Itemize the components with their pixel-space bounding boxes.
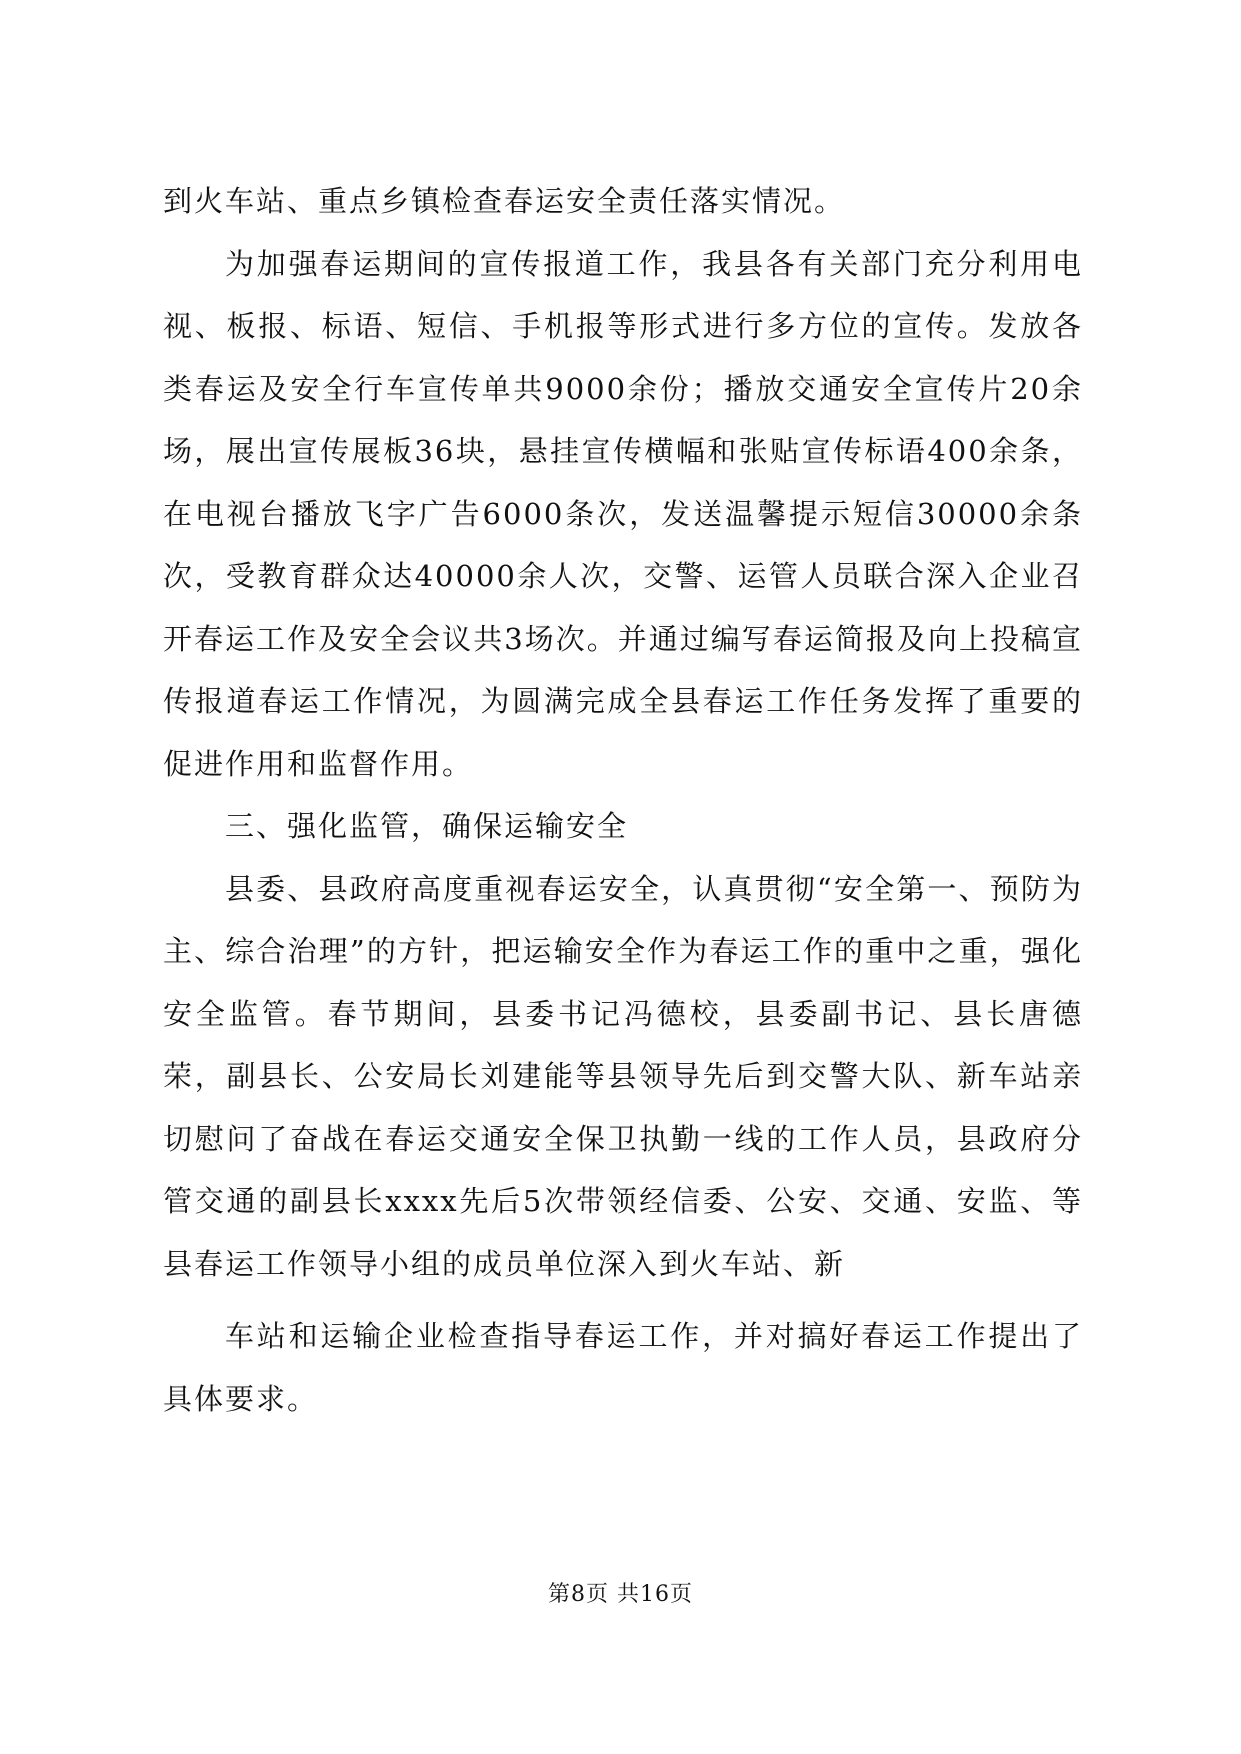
document-body [163, 170, 1083, 1430]
section-heading: 三、强化监管，确保运输安全 [225, 809, 629, 843]
paragraph-requirements: 车站和运输企业检查指导春运工作，并对搞好春运工作提出了具体要求。 [163, 1319, 1083, 1416]
paragraph-publicity: 为加强春运期间的宣传报道工作，我县各有关部门充分利用电视、板报、标语、短信、手机报等形式进行多方位的宣传。发放各类春运及安全行车宣传单共9000余份；播放交通安全宣传片20余场，展出宣传展板36块，悬挂宣传横幅和张贴宣传标语400余条，在电视台播放飞字广告6000条次，发送温馨提示短信30000余条次，受教育群众达40000余人次，交警、运管人员联合深入企业召开春运工作及安全会议共3场次。并通过编写春运简报及向上投稿宣传报道春运工作情况，为圆满完成全县春运工作任务发挥了重要的促进作用和监督作用。 [163, 246, 1083, 781]
paragraph-supervision: 县委、县政府高度重视春运安全，认真贯彻“安全第一、预防为主、综合治理”的方针，把运输安全作为春运工作的重中之重，强化安全监管。春节期间，县委书记冯德校，县委副书记、县长唐德荣，副县长、公安局长刘建能等县领导先后到交警大队、新车站亲切慰问了奋战在春运交通安全保卫执勤一线的工作人员，县政府分管交通的副县长xxxx先后5次带领经信委、公安、交通、安监、等县春运工作领导小组的成员单位深入到火车站、新 [163, 871, 1083, 1281]
page-number-footer: 第8页 共16页 [548, 1582, 693, 1607]
paragraph-continuation: 到火车站、重点乡镇检查春运安全责任落实情况。 [163, 184, 846, 218]
